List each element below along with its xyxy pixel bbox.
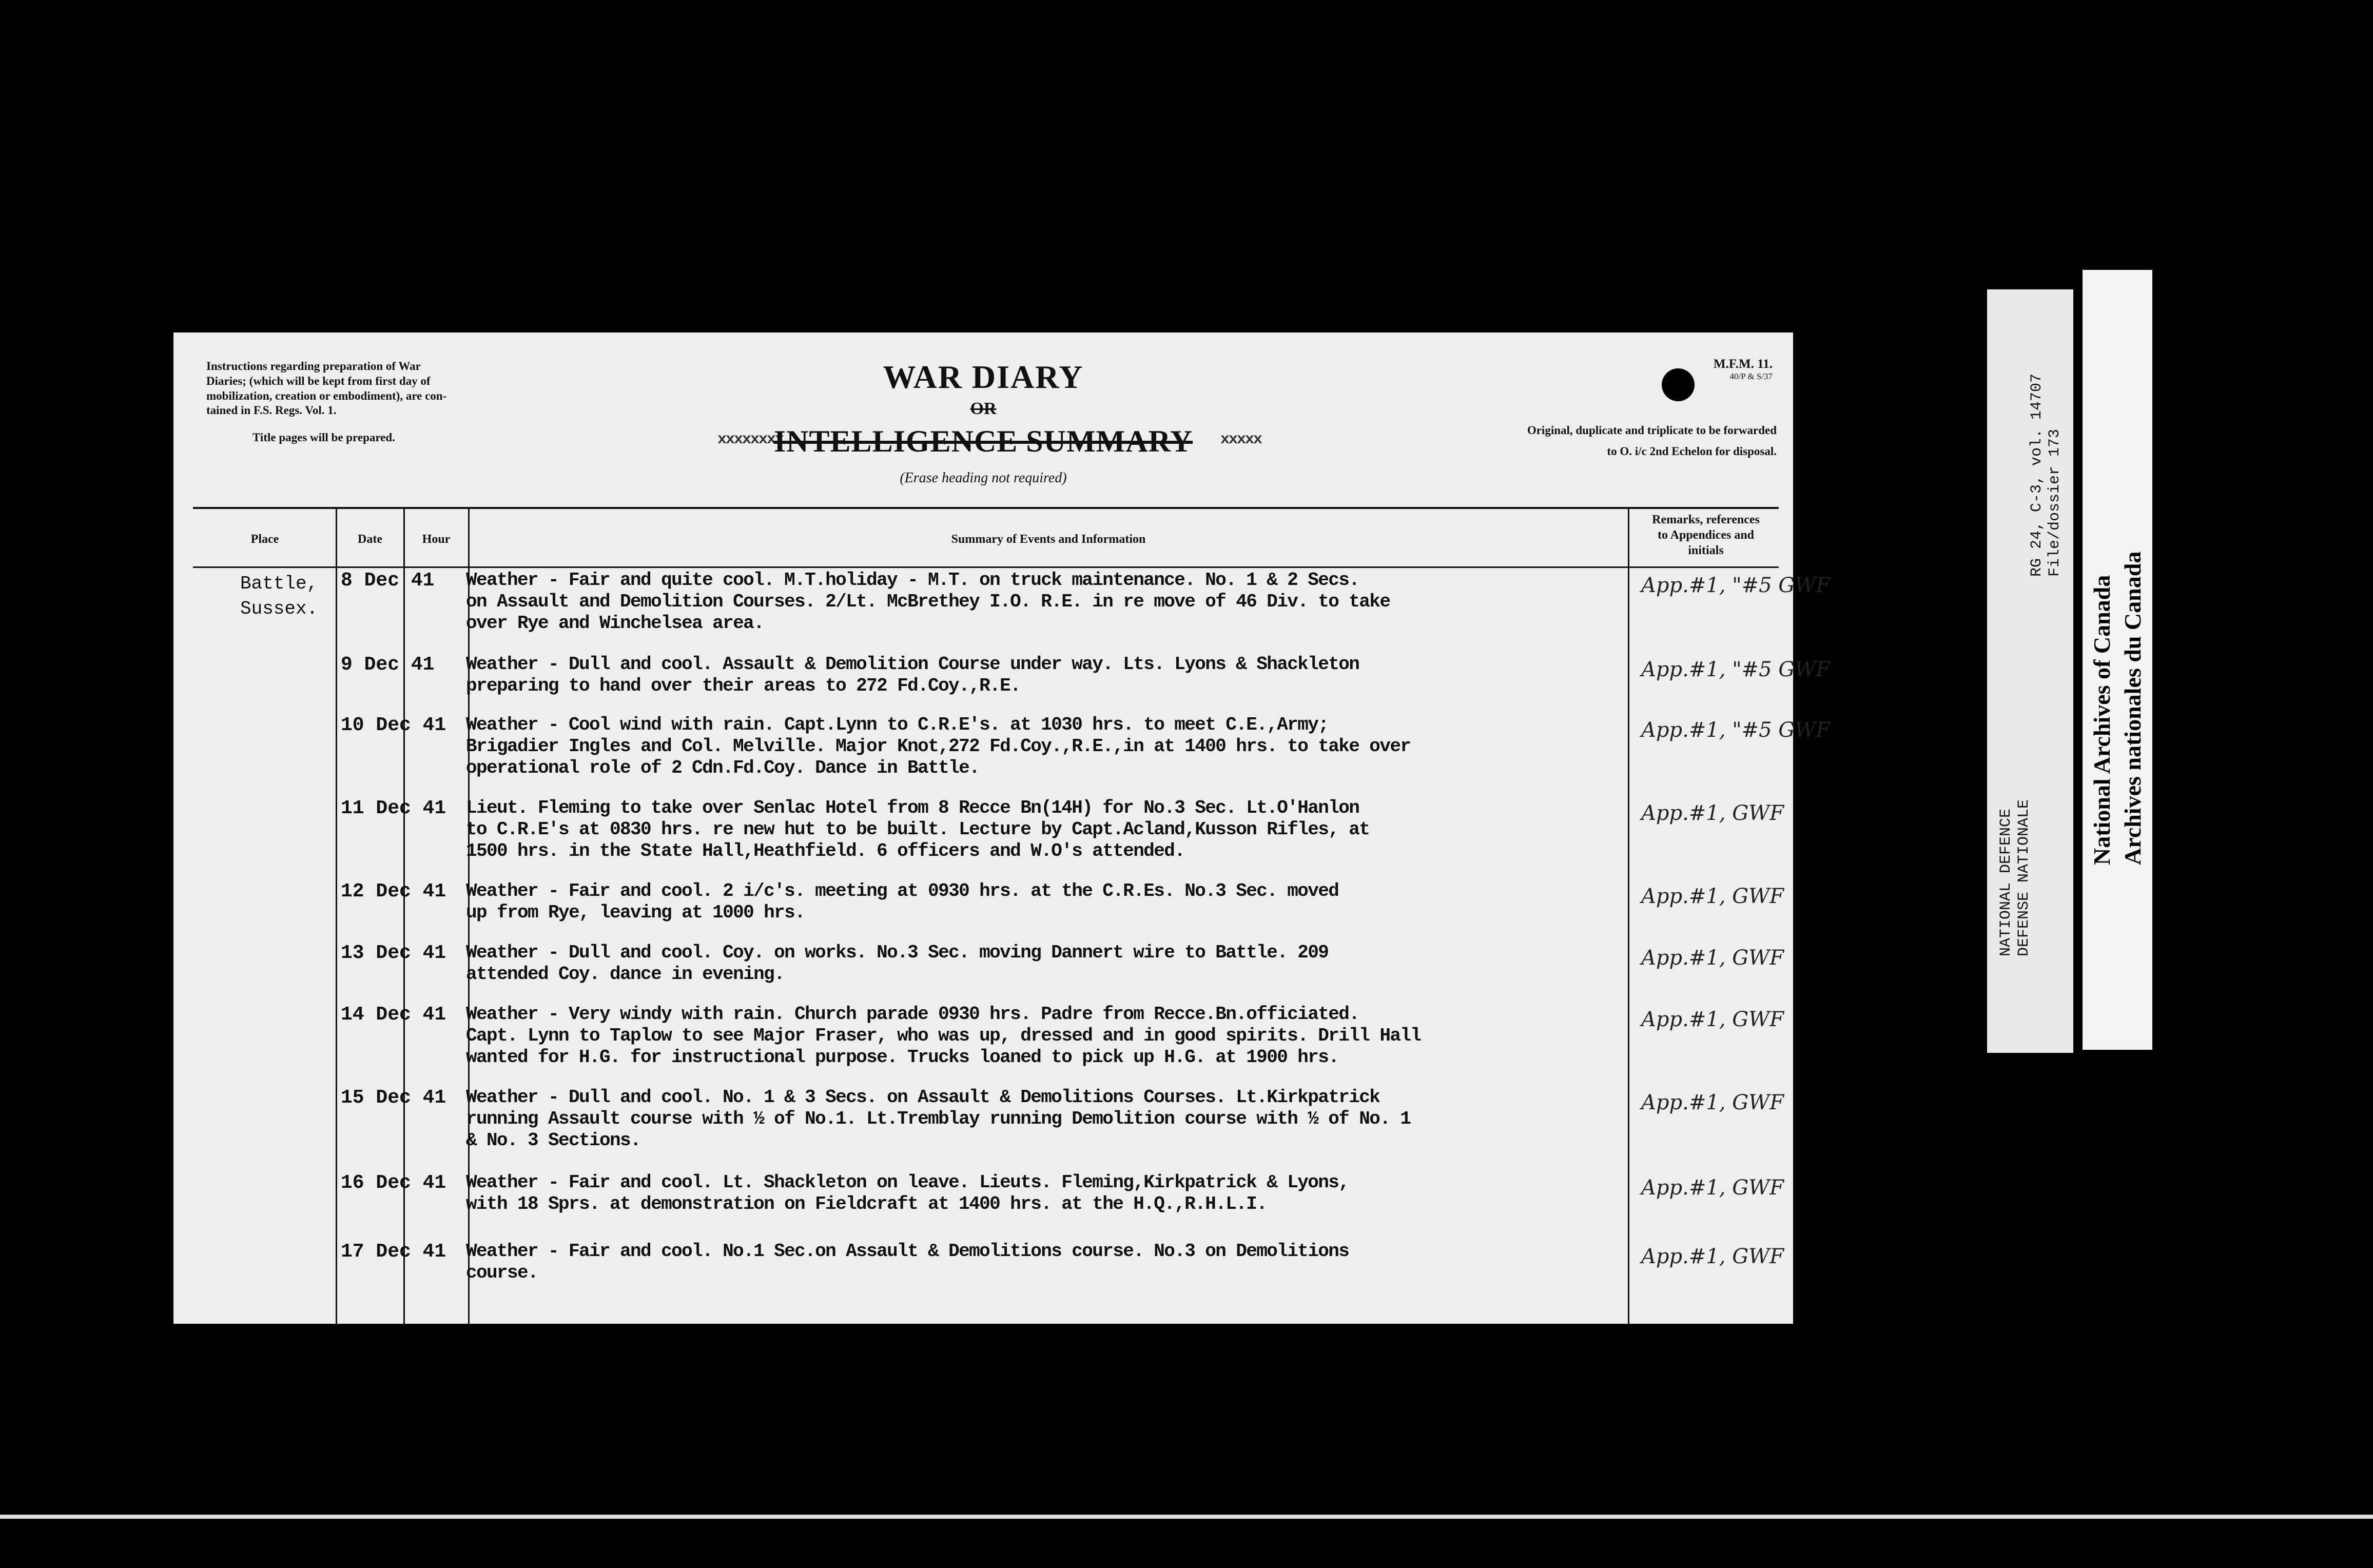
header-date: Date: [358, 533, 382, 546]
header-summary: Summary of Events and Information: [951, 533, 1146, 546]
department-label: [1997, 799, 2033, 956]
entry-remarks: App.#1, GWF: [1641, 1245, 1784, 1268]
archive-name-line: National Archives of Canada: [2089, 575, 2115, 865]
distribution-note: [1407, 420, 1777, 462]
entry-summary: Lieut. Fleming to take over Senlac Hotel from 8 Recce Bn(14H) for No.3 Sec. Lt.O'Hanlon to C.R.E's at 0830 hrs. re new hut to be built. Lecture by Capt.Acland,Kusson Rifles, at 1500 hrs. in the State Hall,Heathfield. 6 officers and W.O's attended.: [466, 797, 1370, 861]
entry-remarks: App.#1, GWF: [1641, 801, 1784, 825]
place-line: Battle,: [240, 573, 318, 594]
form-subtitle: INTELLIGENCE SUMMARY: [773, 424, 1193, 458]
entry-date: 16 Dec 41: [341, 1172, 446, 1194]
place-line: Sussex.: [240, 598, 318, 619]
instructions-line: Diaries; (which will be kept from first day of: [206, 374, 431, 387]
header-remarks: [1629, 512, 1783, 558]
archive-name-slip: [2083, 270, 2152, 1050]
entry-date: 14 Dec 41: [341, 1004, 446, 1026]
column-divider: [403, 507, 405, 1324]
entry-remarks: App.#1, GWF: [1641, 1008, 1784, 1031]
entry-summary: Weather - Fair and quite cool. M.T.holiday - M.T. on truck maintenance. No. 1 & 2 Secs. on Assault and Demolition Courses. 2/Lt. McBrethey I.O. R.E. in re move of 46 Div. to take over Rye and Winchelsea area.: [466, 570, 1390, 634]
department-line: DEFENSE NATIONALE: [2015, 799, 2033, 956]
entry-date: 12 Dec 41: [341, 880, 446, 903]
file-reference: [2028, 374, 2064, 577]
entry-summary: Weather - Fair and cool. 2 i/c's. meeting at 0930 hrs. at the C.R.Es. No.3 Sec. moved up from Rye, leaving at 1000 hrs.: [466, 880, 1339, 923]
form-title-or: OR: [970, 399, 997, 418]
entry-date: 15 Dec 41: [341, 1087, 446, 1109]
table-top-rule: [193, 507, 1779, 509]
entry-summary: Weather - Cool wind with rain. Capt.Lynn to C.R.E's. at 1030 hrs. to meet C.E.,Army; Brigadier Ingles and Col. Melville. Major Knot,272 Fd.Coy.,R.E.,in at 1400 hrs. to take over operational role of 2 Cdn.Fd.Coy. Dance in Battle.: [466, 714, 1411, 778]
header-remarks-line: Remarks, references: [1652, 513, 1760, 526]
header-remarks-line: initials: [1688, 544, 1724, 557]
archive-name: [2087, 552, 2148, 865]
entry-remarks: App.#1, "#5 GWF: [1641, 658, 1831, 681]
entry-date: 10 Dec 41: [341, 714, 446, 736]
instructions-line: mobilization, creation or embodiment), are con-: [206, 389, 447, 402]
distribution-line: to O. i/c 2nd Echelon for disposal.: [1607, 445, 1777, 458]
reference-line: RG 24, C-3, vol. 14707: [2028, 373, 2046, 577]
instructions-line: tained in F.S. Regs. Vol. 1.: [206, 404, 337, 417]
entry-remarks: App.#1, GWF: [1641, 946, 1784, 970]
distribution-line: Original, duplicate and triplicate to be forwarded: [1527, 424, 1777, 437]
header-place: Place: [250, 533, 279, 546]
archive-name-line: Archives nationales du Canada: [2119, 551, 2146, 865]
form-number-main: M.F.M. 11.: [1713, 357, 1773, 371]
title-pages-note: Title pages will be prepared.: [252, 431, 395, 444]
entry-summary: Weather - Dull and cool. Assault & Demolition Course under way. Lts. Lyons & Shackleton preparing to hand over their areas to 272 Fd.Coy.,R.E.: [466, 654, 1359, 696]
table-header-rule: [193, 566, 1779, 568]
entry-date: 9 Dec 41: [341, 654, 435, 676]
entry-summary: Weather - Dull and cool. No. 1 & 3 Secs. on Assault & Demolitions Courses. Lt.Kirkpatrick running Assault course with ½ of No.1. Lt.Tremblay running Demolition course with ½ of No. 1 & No. 3 Sections.: [466, 1087, 1411, 1151]
war-diary-sheet: [173, 332, 1831, 1324]
entry-summary: Weather - Very windy with rain. Church parade 0930 hrs. Padre from Recce.Bn.officiated. Capt. Lynn to Taplow to see Major Fraser, who was up, dressed and in good spirits. Drill Hall wanted for H.G. for instructional purpose. Trucks loaned to pick up H.G. at 1900 hrs.: [466, 1004, 1421, 1068]
entry-remarks: App.#1, "#5 GWF: [1641, 574, 1831, 597]
form-title: WAR DIARY: [883, 359, 1084, 395]
scanner-edge-strip: [0, 1515, 2373, 1519]
entry-summary: Weather - Fair and cool. No.1 Sec.on Assault & Demolitions course. No.3 on Demolitions course.: [466, 1241, 1349, 1283]
place-cell: [240, 572, 318, 621]
entry-date: 17 Dec 41: [341, 1241, 446, 1263]
entry-date: 8 Dec 41: [341, 570, 435, 592]
form-number: [1714, 357, 1773, 382]
form-number-sub: 40/P & S/37: [1729, 371, 1773, 381]
entry-summary: Weather - Dull and cool. Coy. on works. No.3 Sec. moving Dannert wire to Battle. 209 attended Coy. dance in evening.: [466, 942, 1329, 985]
entry-remarks: App.#1, "#5 GWF: [1641, 718, 1831, 742]
typed-x-strikeout: xxxxxxxx: [717, 431, 784, 448]
punch-hole: [1662, 368, 1695, 401]
archive-reference-slip: [1987, 289, 2073, 1053]
typed-x-strikeout: xxxxx: [1220, 431, 1262, 448]
entry-date: 11 Dec 41: [341, 797, 446, 819]
entry-summary: Weather - Fair and cool. Lt. Shackleton on leave. Lieuts. Fleming,Kirkpatrick & Lyons, with 18 Sprs. at demonstration on Fieldcraft at 1400 hrs. at the H.Q.,R.H.L.I.: [466, 1172, 1349, 1214]
entry-remarks: App.#1, GWF: [1641, 1176, 1784, 1200]
header-hour: Hour: [422, 533, 451, 546]
reference-line: File/dossier 173: [2046, 428, 2064, 577]
department-line: NATIONAL DEFENCE: [1997, 808, 2015, 956]
column-divider: [336, 507, 337, 1324]
erase-note: (Erase heading not required): [900, 470, 1067, 486]
entry-date: 13 Dec 41: [341, 942, 446, 964]
entry-remarks: App.#1, GWF: [1641, 885, 1784, 908]
header-remarks-line: to Appendices and: [1657, 528, 1755, 542]
instructions-line: Instructions regarding preparation of War: [206, 360, 421, 373]
entry-remarks: App.#1, GWF: [1641, 1091, 1784, 1114]
